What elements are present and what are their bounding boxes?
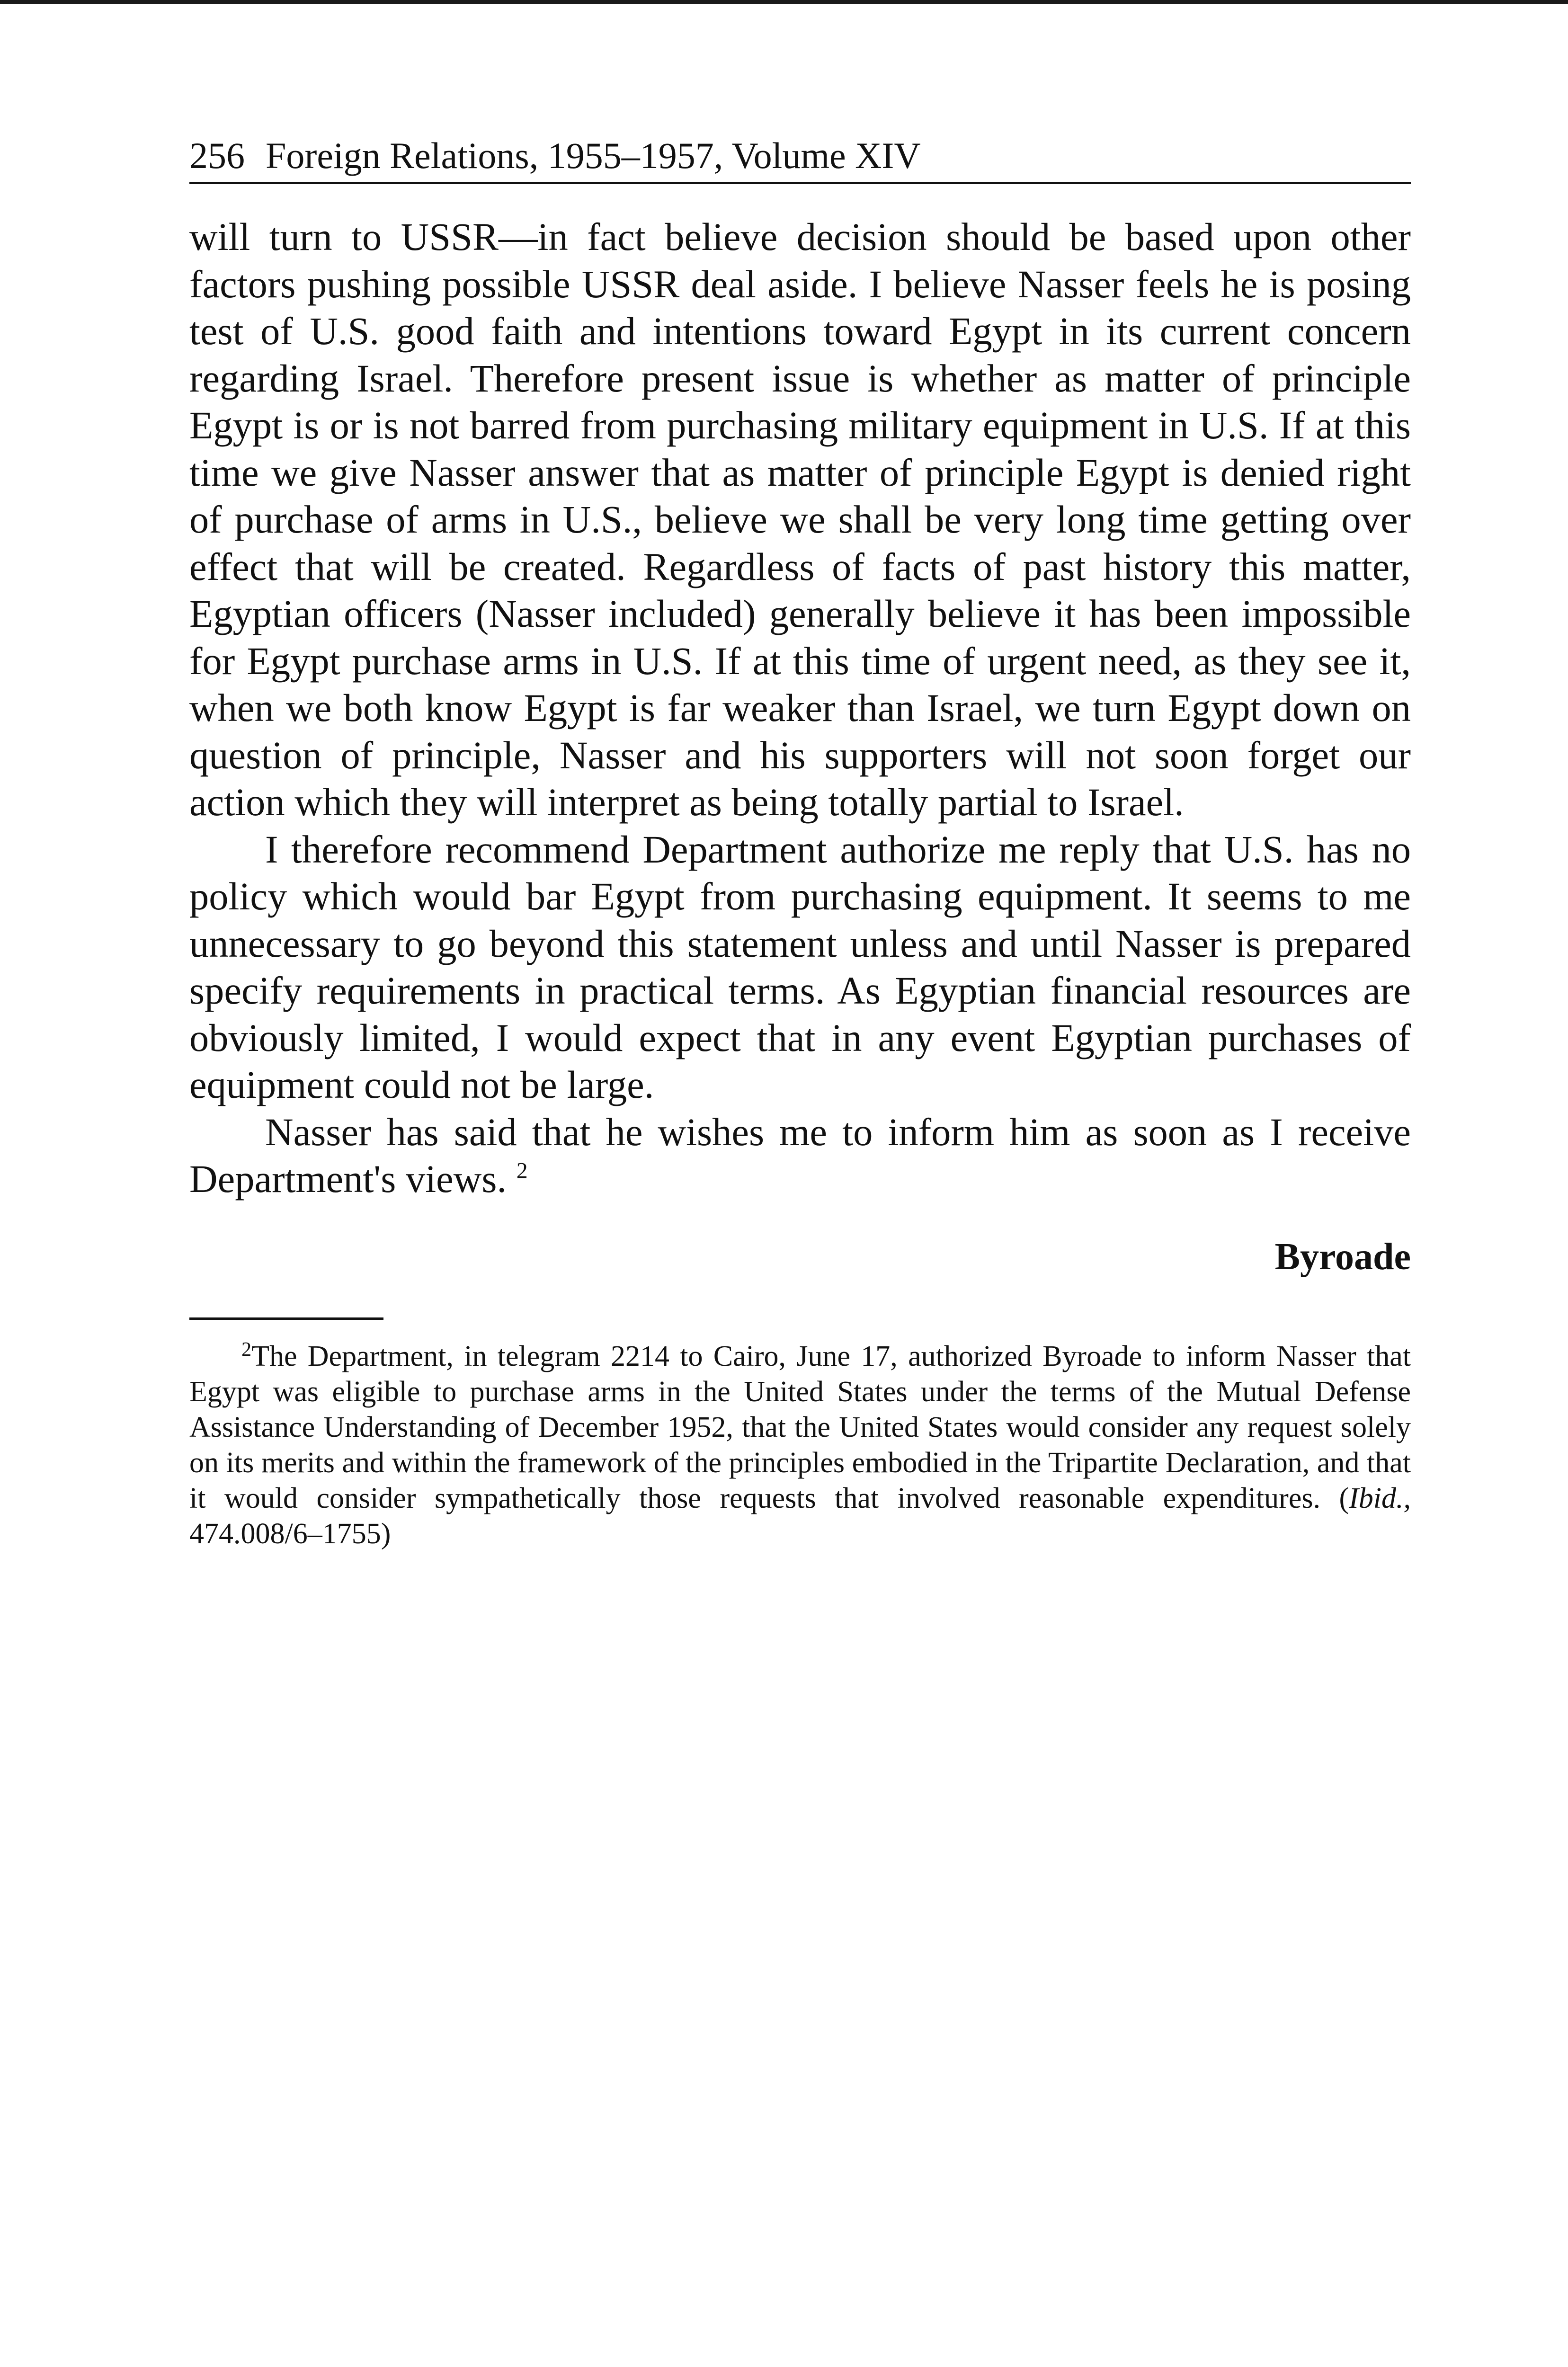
footnote-marker: 2 [241,1338,252,1361]
footnote-text: The Department, in telegram 2214 to Cairo, June 17, authorized Byroade to inform Nasser that Egypt was eligible to purchase arms in the United States under the terms of the Mutual Defense Assistance Understanding of December 1952, that the United States would consider any request solely on its merits and within the framework of the principles embodied in the Tripartite Declaration, and that it would consider sympathetically those requests that involved reasonable expenditures. ( [189,1340,1411,1514]
running-head [189,137,1411,184]
footnote-citation-italic: Ibid., [1349,1482,1411,1514]
body-text [189,214,1411,1203]
footnote-reference: 2 [516,1158,528,1184]
body-paragraph-2: I therefore recommend Department authorize me reply that U.S. has no policy which would bar Egypt from purchasing equipment. It seems to me unnecessary to go beyond this statement unless and until Nasser is prepared specify requirements in practical terms. As Egyptian financial resources are obviously limited, I would expect that in any event Egyptian purchases of equipment could not be large. [189,827,1411,1106]
scan-edge-border [0,0,1568,4]
running-head-title: Foreign Relations, 1955–1957, Volume XIV [266,135,921,176]
page-number: 256 [189,135,245,176]
footnote-divider [189,1317,383,1320]
signature: Byroade [1274,1236,1411,1278]
body-paragraph-3 [189,1109,1411,1203]
document-page [189,137,1411,1552]
footnote [189,1339,1411,1552]
body-paragraph-3-text: Nasser has said that he wishes me to inform him as soon as I receive Department's views. [189,1110,1411,1201]
body-paragraph-1: will turn to USSR—in fact believe decision should be based upon other factors pushing possible USSR deal aside. I believe Nasser feels he is posing test of U.S. good faith and intentions toward Egypt in its current concern regarding Israel. Therefore present issue is whether as matter of principle Egypt is or is not barred from purchasing military equipment in U.S. If at this time we give Nasser answer that as matter of principle Egypt is denied right of purchase of arms in U.S., believe we shall be very long time getting over effect that will be created. Regardless of facts of past history this matter, Egyptian officers (Nasser included) generally believe it has been impossible for Egypt purchase arms in U.S. If at this time of urgent need, as they see it, when we both know Egypt is far weaker than Israel, we turn Egypt down on question of principle, Nasser and his supporters will not soon forget our action which they will interpret as being totally partial to Israel. [189,215,1411,824]
footnote-citation: 474.008/6–1755) [189,1517,391,1550]
